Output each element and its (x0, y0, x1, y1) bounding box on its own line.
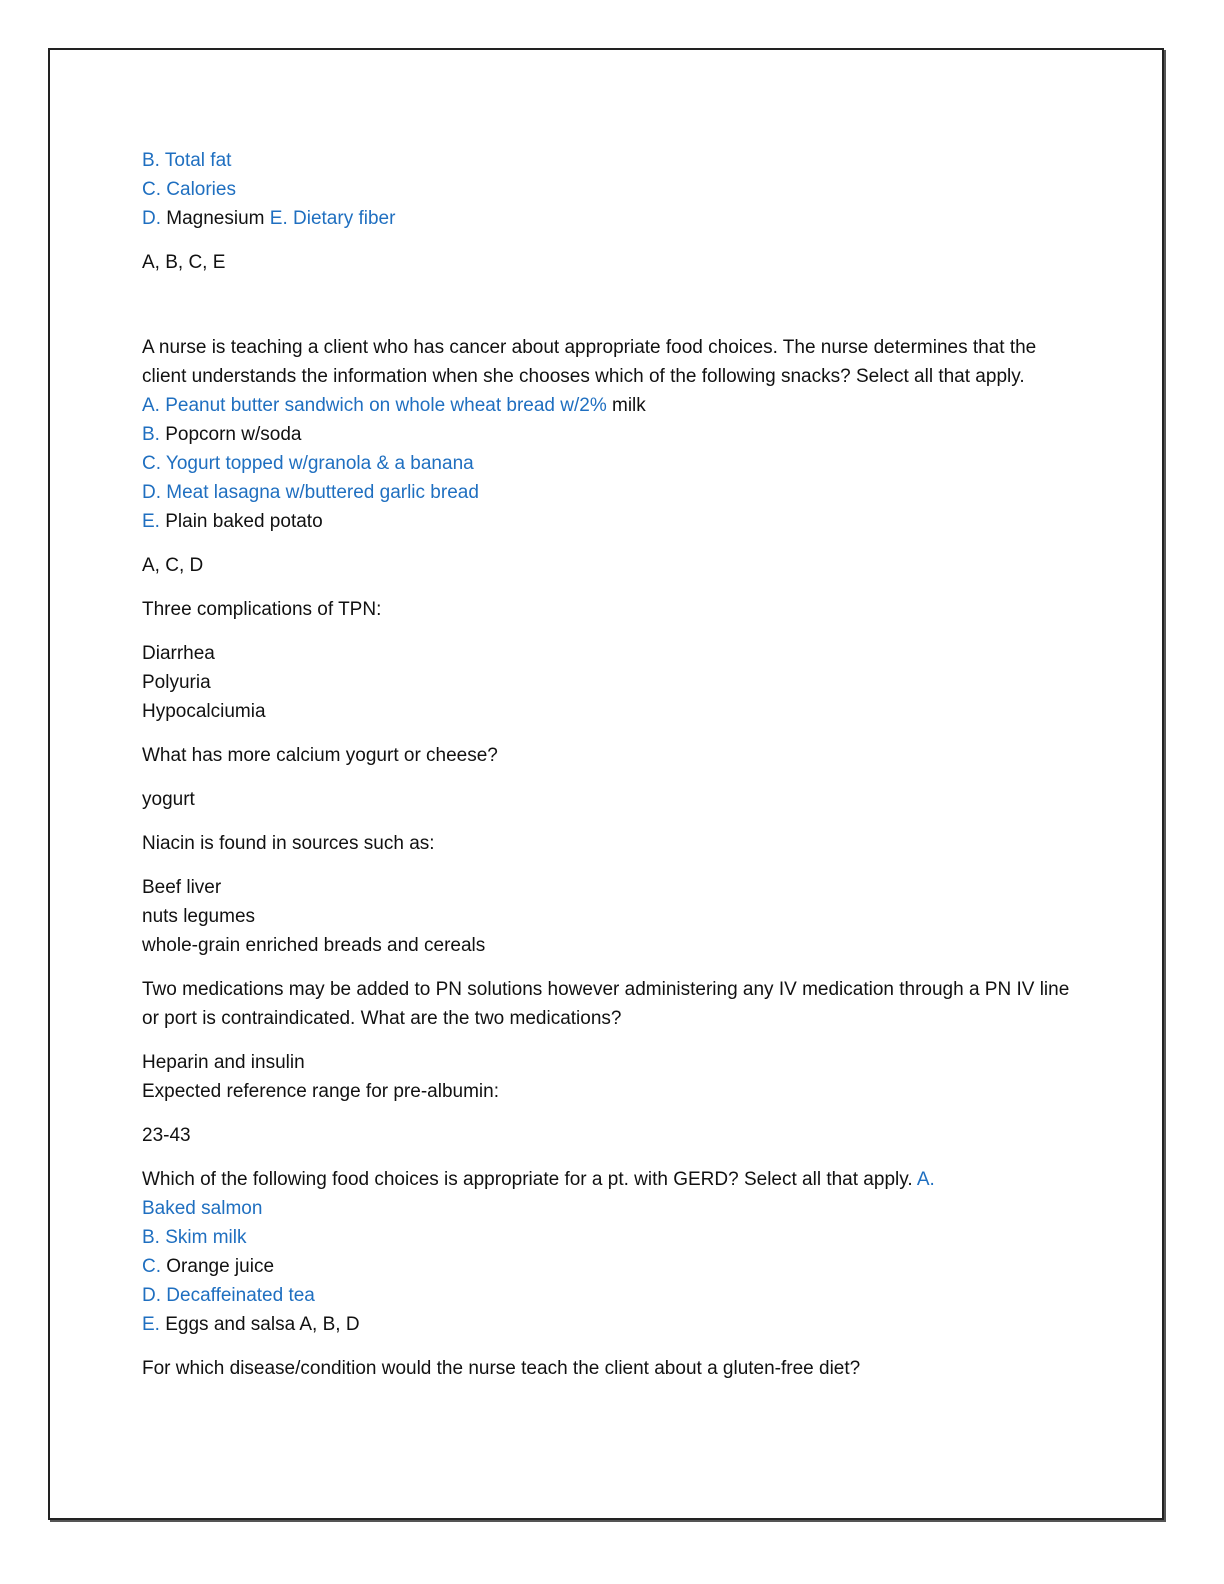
question-gerd-text: Which of the following food choices is appropriate for a pt. with GERD? Select all that apply. (142, 1169, 913, 1190)
option-e (142, 507, 1072, 536)
option-b: B. Skim milk (142, 1227, 247, 1248)
question-niacin: Niacin is found in sources such as: (142, 833, 435, 854)
option-e-text: Plain baked potato (159, 511, 323, 532)
answer-list (142, 639, 1072, 726)
option-b: B. Total fat (142, 150, 232, 171)
option-c-text: Orange juice (161, 1256, 275, 1277)
question-calcium: What has more calcium yogurt or cheese? (142, 745, 498, 766)
list-item: whole-grain enriched breads and cereals (142, 935, 486, 956)
list-item: Hypocalciumia (142, 701, 266, 722)
question-prealbumin: Expected reference range for pre-albumin: (142, 1081, 499, 1102)
option-a-tail: milk (606, 395, 646, 416)
list-item: Beef liver (142, 877, 222, 898)
document-body (142, 146, 1072, 1383)
option-c (142, 1252, 1072, 1281)
option-c: C. Yogurt topped w/granola & a banana (142, 453, 474, 474)
option-a-letter: A. (916, 1169, 935, 1190)
question-gerd (142, 1165, 1072, 1194)
option-d-letter: D. (142, 208, 161, 229)
question-pn-medications: Two medications may be added to PN solutions however administering any IV medication through a PN IV line or port is contraindicated. What are the two medications? (142, 979, 1070, 1029)
answer: A, B, C, E (142, 252, 226, 273)
option-b (142, 420, 1072, 449)
question-gluten: For which disease/condition would the nurse teach the client about a gluten-free diet? (142, 1358, 861, 1379)
option-e-letter: E. (142, 511, 160, 532)
option-c: C. Calories (142, 179, 236, 200)
answer: Heparin and insulin (142, 1052, 305, 1073)
list-item: nuts legumes (142, 906, 256, 927)
option-a (142, 391, 1072, 420)
option-d: D. Decaffeinated tea (142, 1285, 315, 1306)
option-e (142, 1310, 1072, 1339)
option-a-blue: A. Peanut butter sandwich on whole wheat bread w/2% (142, 395, 607, 416)
answer: yogurt (142, 789, 195, 810)
option-e: E. Dietary fiber (269, 208, 396, 229)
list-item: Polyuria (142, 672, 211, 693)
option-a-text: Baked salmon (142, 1198, 263, 1219)
option-e-text: Eggs and salsa A, B, D (159, 1314, 360, 1335)
list-item: Diarrhea (142, 643, 215, 664)
answer: A, C, D (142, 555, 204, 576)
option-b-text: Popcorn w/soda (159, 424, 302, 445)
answer: 23-43 (142, 1125, 191, 1146)
option-d-e (142, 204, 1072, 233)
option-b-letter: B. (142, 424, 160, 445)
question-tpn: Three complications of TPN: (142, 599, 382, 620)
option-d-text: Magnesium (161, 208, 270, 229)
option-e-letter: E. (142, 1314, 160, 1335)
answer-list (142, 873, 1072, 960)
option-d: D. Meat lasagna w/buttered garlic bread (142, 482, 479, 503)
question-cancer-snacks: A nurse is teaching a client who has cancer about appropriate food choices. The nurse determines that the client understands the information when she chooses which of the following snacks? Select all that apply. (142, 337, 1037, 387)
option-c-letter: C. (142, 1256, 161, 1277)
